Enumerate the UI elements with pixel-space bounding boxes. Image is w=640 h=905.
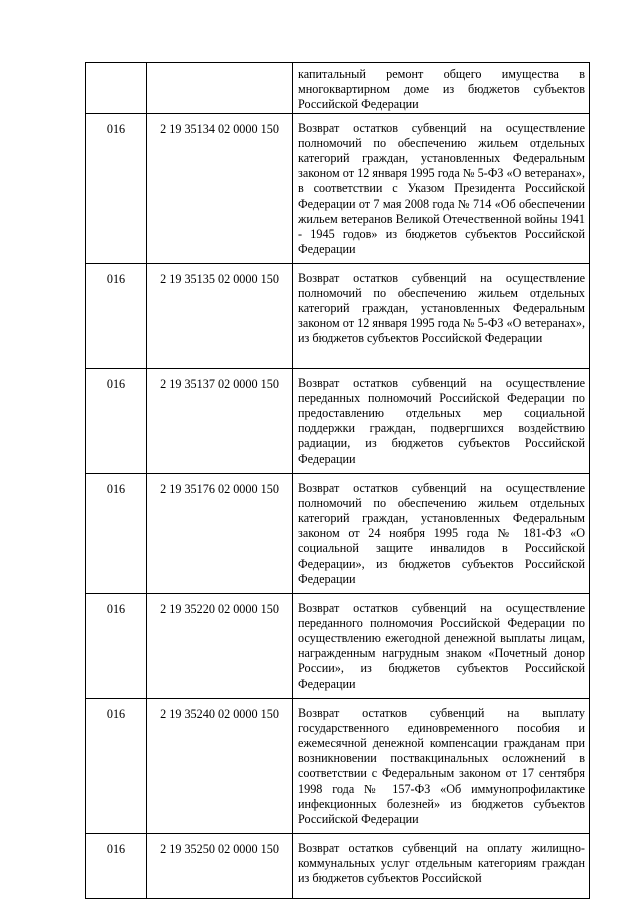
admin-code-cell: 016 — [86, 833, 147, 898]
budget-code-cell: 2 19 35250 02 0000 150 — [147, 833, 293, 898]
admin-code-cell: 016 — [86, 263, 147, 368]
table-row — [86, 833, 590, 898]
table-row — [86, 63, 590, 114]
table-row — [86, 263, 590, 368]
table-row — [86, 113, 590, 263]
income-name-cell: капитальный ремонт общего имущества в многоквартирном доме из бюджетов субъектов Российской Федерации — [293, 63, 590, 114]
income-name-cell: Возврат остатков субвенций на выплату государственного единовременного пособия и ежемесячной денежной компенсации гражданам при возникновении поствакцинальных осложнений в соответствии с Федеральным законом от 17 сентября 1998 года № 157-ФЗ «Об иммунопрофилактике инфекционных болезней» из бюджетов субъектов Российской Федерации — [293, 698, 590, 833]
table-row — [86, 698, 590, 833]
budget-code-cell: 2 19 35220 02 0000 150 — [147, 593, 293, 698]
budget-code-cell: 2 19 35134 02 0000 150 — [147, 113, 293, 263]
admin-code-cell: 016 — [86, 473, 147, 593]
budget-code-cell: 2 19 35176 02 0000 150 — [147, 473, 293, 593]
admin-code-cell: 016 — [86, 113, 147, 263]
budget-code-cell: 2 19 35240 02 0000 150 — [147, 698, 293, 833]
income-name-cell: Возврат остатков субвенций на осуществление переданных полномочий Российской Федерации по предоставлению отдельных мер социальной поддержки граждан, подвергшихся воздействию радиации, из бюджетов субъектов Российской Федерации — [293, 368, 590, 473]
income-name-cell: Возврат остатков субвенций на осуществление полномочий по обеспечению жильем отдельных категорий граждан, установленных Федеральным законом от 12 января 1995 года № 5-ФЗ «О ветеранах», из бюджетов субъектов Российской Федерации — [293, 263, 590, 368]
budget-code-cell: 2 19 35137 02 0000 150 — [147, 368, 293, 473]
budget-code-cell: 2 19 35135 02 0000 150 — [147, 263, 293, 368]
income-name-cell: Возврат остатков субвенций на осуществление полномочий по обеспечению жильем отдельных категорий граждан, установленных Федеральным законом от 24 ноября 1995 года № 181-ФЗ «О социальной защите инвалидов в Российской Федерации», из бюджетов субъектов Российской Федерации — [293, 473, 590, 593]
admin-code-cell: 016 — [86, 698, 147, 833]
income-name-cell: Возврат остатков субвенций на осуществление полномочий по обеспечению жильем отдельных категорий граждан, установленных Федеральным законом от 12 января 1995 года № 5-ФЗ «О ветеранах», в соответствии с Указом Президента Российской Федерации от 7 мая 2008 года № 714 «Об обеспечении жильем ветеранов Великой Отечественной войны 1941 - 1945 годов» из бюджетов субъектов Российской Федерации — [293, 113, 590, 263]
admin-code-cell: 016 — [86, 368, 147, 473]
table-row — [86, 593, 590, 698]
table-row — [86, 368, 590, 473]
budget-classification-table — [85, 62, 590, 899]
table-row — [86, 473, 590, 593]
admin-code-cell: 016 — [86, 593, 147, 698]
admin-code-cell — [86, 63, 147, 114]
income-name-cell: Возврат остатков субвенций на оплату жилищно-коммунальных услуг отдельным категориям граждан из бюджетов субъектов Российской — [293, 833, 590, 898]
income-name-cell: Возврат остатков субвенций на осуществление переданного полномочия Российской Федерации по осуществлению ежегодной денежной выплаты лицам, награжденным нагрудным знаком «Почетный донор России», из бюджетов субъектов Российской Федерации — [293, 593, 590, 698]
budget-code-cell — [147, 63, 293, 114]
